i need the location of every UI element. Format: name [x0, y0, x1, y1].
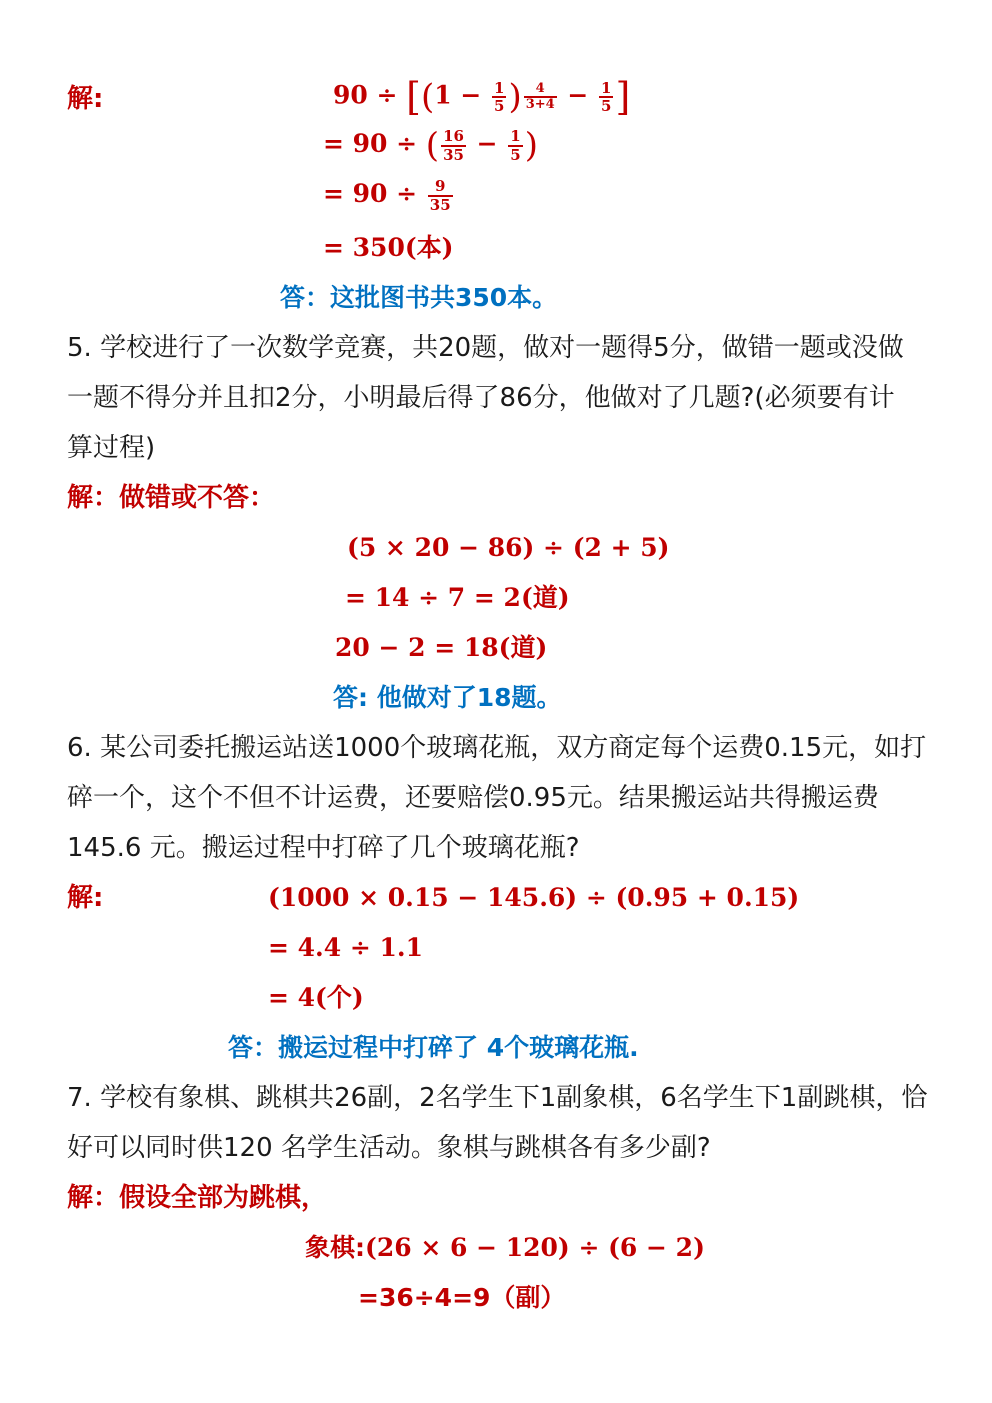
p4-eq1-left-paren: (	[420, 77, 435, 117]
p5-question-line-2: 一题不得分并且扣2分，小明最后得了86分，他做对了几题?(必须要有计	[67, 383, 895, 413]
p4-equation-2	[323, 125, 538, 166]
p4-eq1-fraction-1: $\frac{1}{5}$	[494, 78, 505, 115]
p4-eq1-right-paren: )	[508, 77, 522, 117]
p6-equation-3: = 4(个)	[268, 983, 364, 1012]
p7-solution-label: 解：假设全部为跳棋，	[67, 1183, 328, 1213]
p7-equation-2: =36÷4=9（副）	[358, 1283, 566, 1312]
p4-eq2-right-paren: )	[524, 125, 538, 166]
p5-question-line-3: 算过程)	[67, 433, 156, 463]
p5-equation-2: = 14 ÷ 7 = 2(道)	[345, 583, 570, 612]
p4-eq2-left-paren: (	[425, 125, 440, 166]
p4-eq3-fraction: $\frac{9}{35}$	[429, 177, 451, 214]
p6-equation-2: = 4.4 ÷ 1.1	[268, 933, 423, 962]
p6-answer: 答：搬运过程中打碎了 4个玻璃花瓶.	[228, 1033, 639, 1062]
p4-eq2-prefix: = 90 ÷	[323, 129, 426, 158]
p4-solution-label: 解:	[67, 84, 104, 114]
p5-answer: 答: 他做对了18题。	[333, 683, 562, 712]
p4-equation-3	[323, 178, 455, 213]
p5-equation-1: (5 × 20 − 86) ÷ (2 + 5)	[347, 533, 670, 562]
p6-equation-1: (1000 × 0.15 − 145.6) ÷ (0.95 + 0.15)	[268, 883, 800, 912]
p4-eq2-fraction-2: $\frac{1}{5}$	[510, 127, 521, 164]
p4-eq3-prefix: = 90 ÷	[323, 179, 426, 208]
p4-eq1-prefix: 90 ÷	[333, 80, 407, 110]
p7-eq1-label: 象棋:	[305, 1233, 365, 1262]
p7-question-line-1: 7. 学校有象棋、跳棋共26副，2名学生下1副象棋，6名学生下1副跳棋，恰	[67, 1083, 928, 1113]
p5-equation-3: 20 − 2 = 18(道)	[335, 633, 548, 662]
p7-equation-1	[305, 1235, 705, 1260]
p7-eq1-expression: (26 × 6 − 120) ÷ (6 − 2)	[365, 1233, 705, 1262]
p6-solution-label: 解:	[67, 883, 104, 913]
p4-equation-4: = 350(本)	[323, 233, 454, 262]
p6-question-line-1: 6. 某公司委托搬运站送1000个玻璃花瓶，双方商定每个运费0.15元，如打	[67, 733, 927, 763]
p6-question-line-2: 碎一个，这个不但不计运费，还要赔偿0.95元。结果搬运站共得搬运费	[67, 783, 879, 813]
p4-eq2-minus: −	[467, 129, 507, 158]
p4-eq1-fraction-2: $\frac{4}{3+4}$	[525, 80, 555, 112]
p4-equation-1	[333, 75, 631, 119]
p4-eq1-right-bracket: ]	[615, 75, 631, 119]
p4-answer: 答：这批图书共350本。	[280, 283, 558, 312]
p4-eq1-one: 1 −	[434, 80, 490, 110]
p6-question-line-3: 145.6 元。搬运过程中打碎了几个玻璃花瓶?	[67, 833, 580, 863]
p4-eq1-left-bracket: [	[406, 75, 421, 119]
p7-question-line-2: 好可以同时供120 名学生活动。象棋与跳棋各有多少副?	[67, 1133, 711, 1163]
p5-solution-label: 解：做错或不答：	[67, 483, 276, 513]
p5-question-line-1: 5. 学校进行了一次数学竞赛，共20题，做对一题得5分，做错一题或没做	[67, 333, 904, 363]
p4-eq1-minus: −	[558, 80, 598, 110]
p4-eq1-fraction-3: $\frac{1}{5}$	[601, 78, 612, 115]
p4-eq2-fraction-1: $\frac{16}{35}$	[443, 127, 464, 164]
